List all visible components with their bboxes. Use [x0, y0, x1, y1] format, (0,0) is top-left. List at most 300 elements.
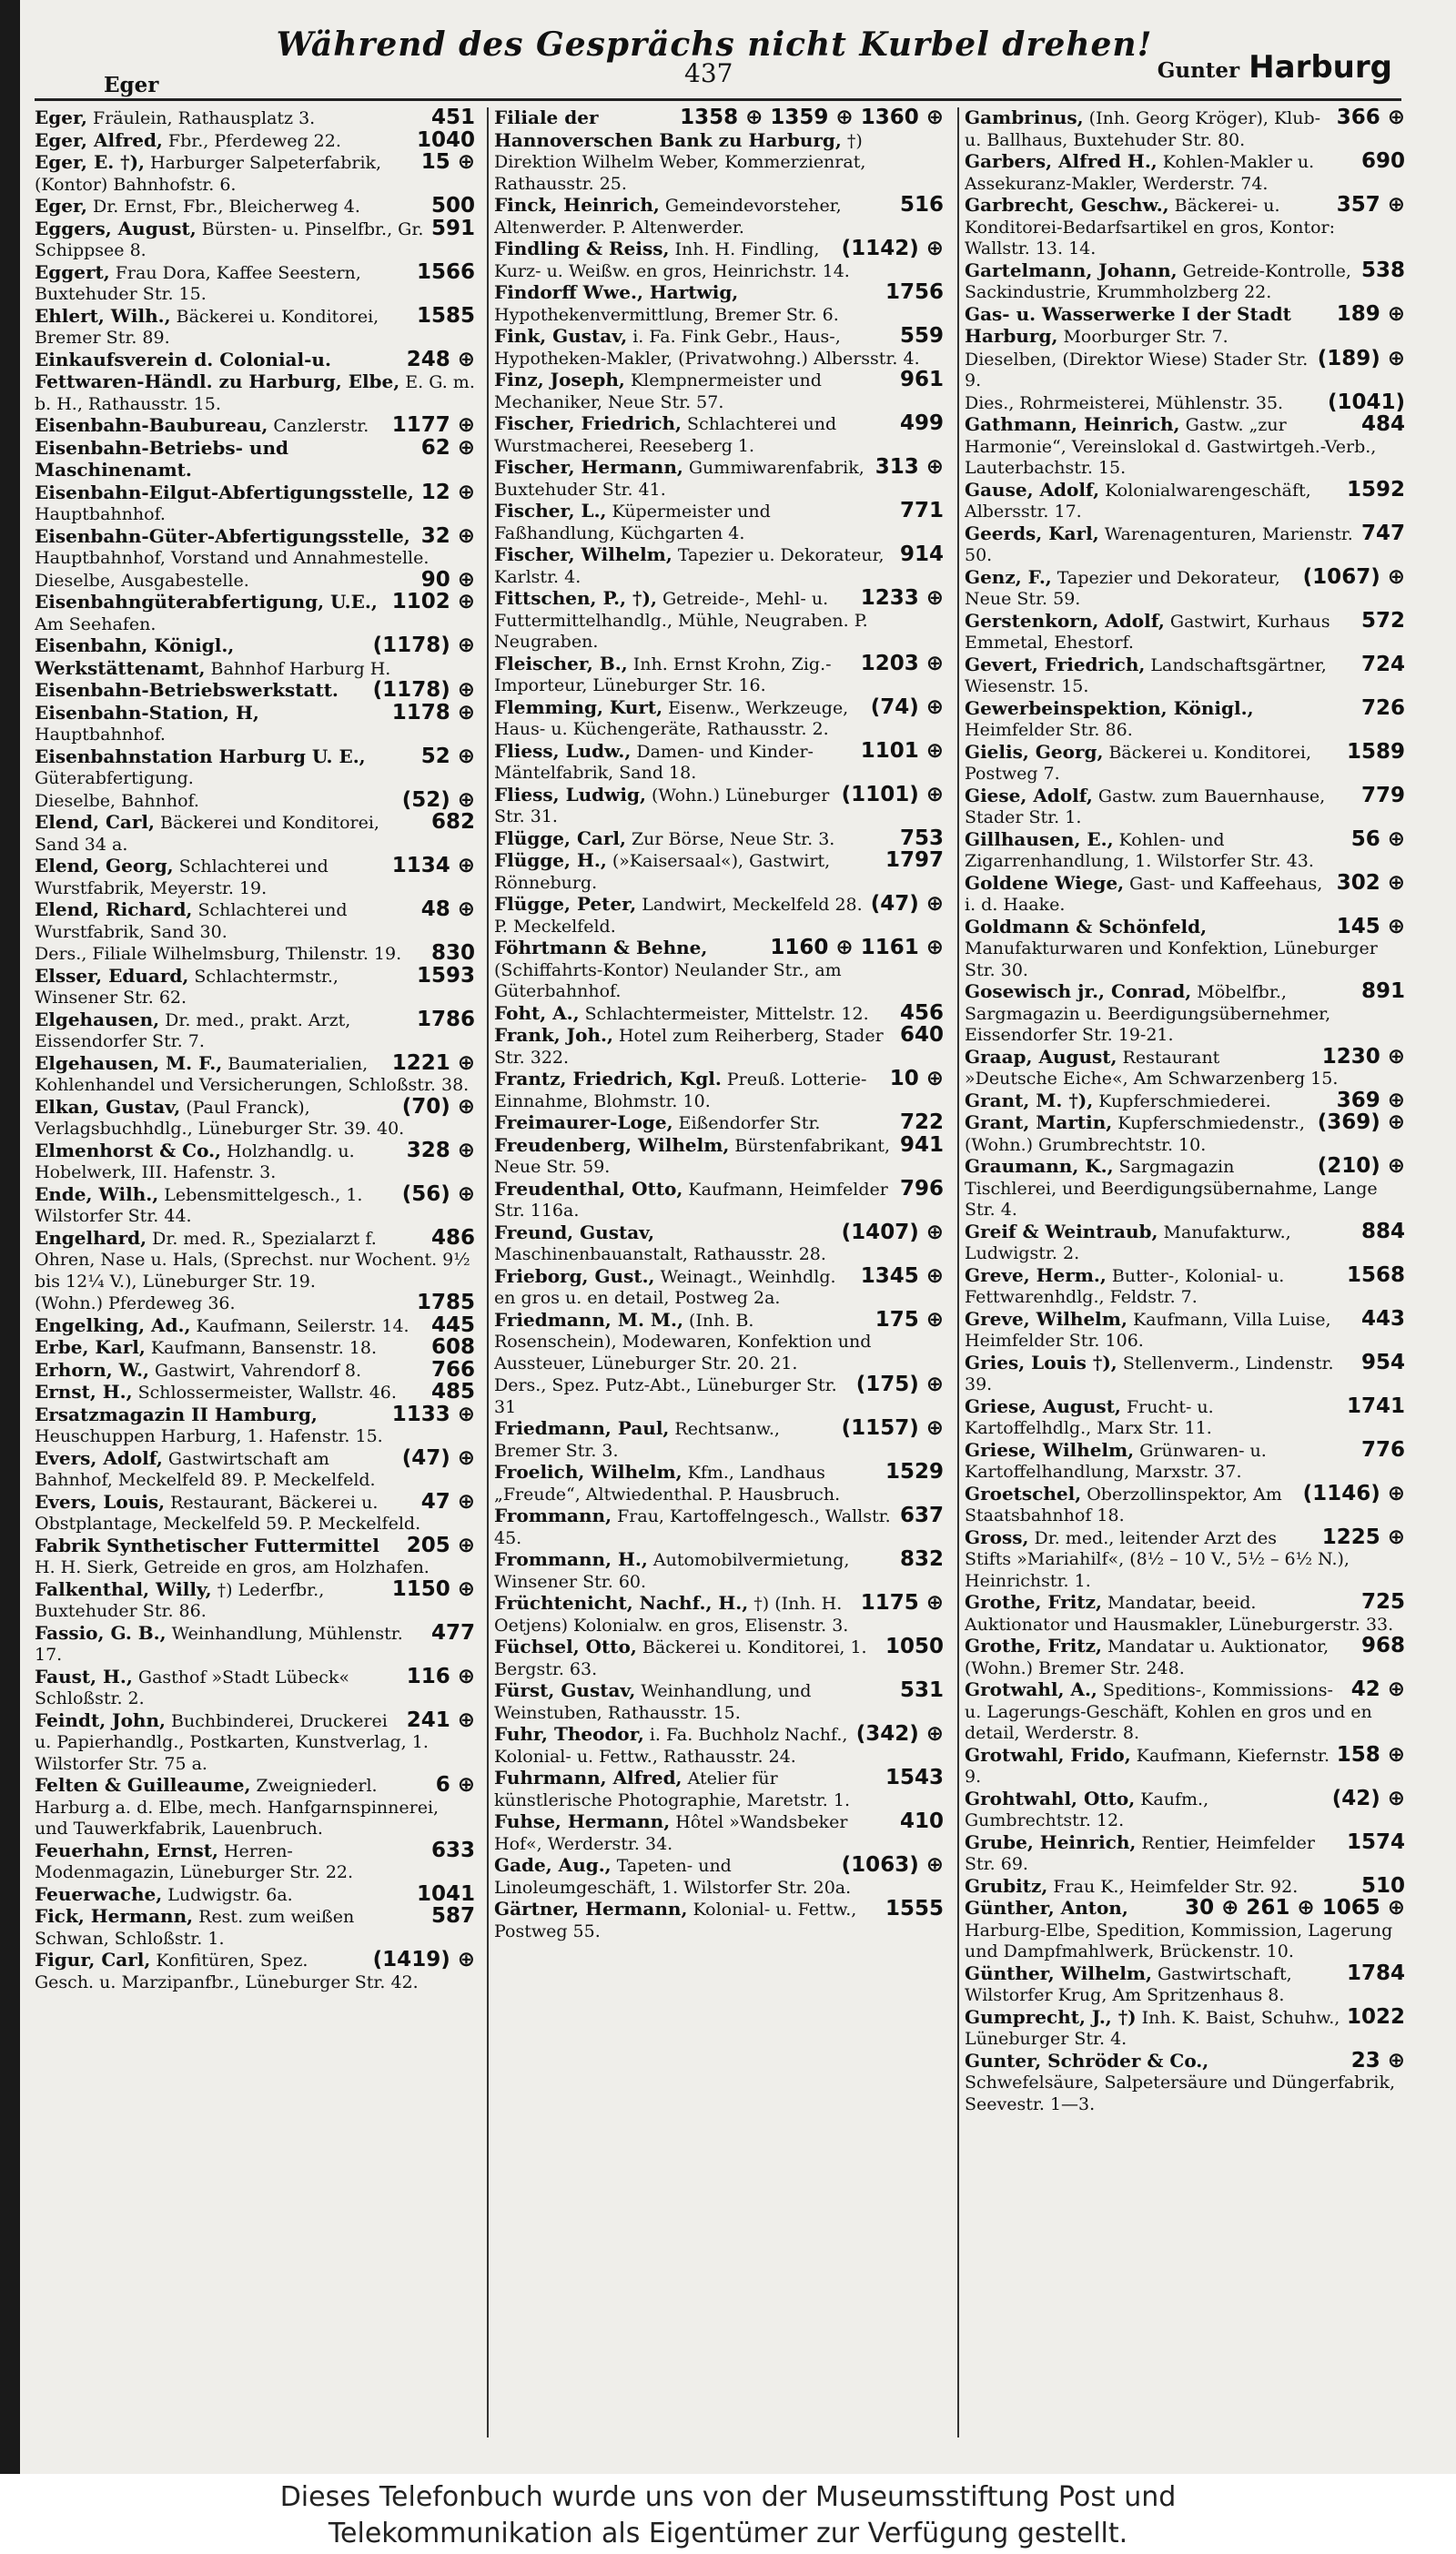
- entry-details: Kaufmann, Seilerstr. 14.: [190, 1315, 410, 1336]
- entry-name: Groetschel,: [965, 1482, 1082, 1505]
- entry-name: Frommann,: [494, 1505, 612, 1526]
- phone-number: (56) ⊕: [401, 1181, 475, 1206]
- phone-number: 486: [430, 1225, 475, 1250]
- directory-entry: [35, 1576, 480, 1623]
- entry-details: Kohlen-Makler u. Assekuranz-Makler, Werderstr. 74.: [965, 152, 1315, 194]
- entry-details: Am Seehafen.: [35, 613, 157, 634]
- phone-number: 158 ⊕: [1336, 1742, 1405, 1767]
- entry-name: Gunter, Schröder & Co.,: [965, 2049, 1209, 2072]
- entry-name: Friedmann, Paul,: [494, 1417, 670, 1439]
- directory-entry: [494, 1593, 949, 1637]
- directory-entry: [965, 107, 1410, 151]
- directory-entry: [494, 1855, 949, 1899]
- phone-number: 189 ⊕: [1336, 301, 1405, 326]
- phone-number: 56 ⊕: [1350, 826, 1405, 851]
- entry-details: Restaurant, Bäckerei u. Obstplantage, Meckelfeld 59. P. Meckelfeld.: [35, 1492, 421, 1534]
- phone-number: 1756: [885, 280, 944, 304]
- entry-details: Speditions-, Kommissions- u. Lagerungs-Geschäft, Kohlen en gros und en detail, Werderstr. 8.: [965, 1680, 1372, 1743]
- entry-details: Sargmagazin Tischlerei, und Beerdigungsübernahme, Lange Str. 4.: [965, 1157, 1378, 1220]
- directory-entry: [494, 1768, 949, 1811]
- phone-number: 1589: [1346, 739, 1405, 764]
- directory-entry: [35, 196, 480, 218]
- entry-name: Fischer, L.,: [494, 500, 607, 522]
- phone-number: (342) ⊕: [855, 1722, 944, 1746]
- entry-name: Filiale der Hannoverschen Bank zu Harburg,: [494, 107, 842, 151]
- entry-details: Ludwigstr. 6a.: [162, 1884, 293, 1905]
- directory-entry: [35, 592, 480, 635]
- phone-number: 1133 ⊕: [391, 1402, 475, 1426]
- entry-details: Klempnermeister und Mechaniker, Neue Str. 57.: [494, 370, 822, 412]
- entry-name: Gause, Adolf,: [965, 478, 1100, 501]
- directory-entry: [35, 856, 480, 899]
- directory-entry: [965, 2048, 1410, 2116]
- entry-name: Eggers, August,: [35, 217, 197, 239]
- entry-details: Dies., Rohrmeisterei, Mühlenstr. 35.: [965, 392, 1284, 413]
- entry-name: Goldmann & Schönfeld,: [965, 915, 1208, 937]
- phone-number: 6 ⊕: [435, 1773, 475, 1797]
- entry-details: Gastw. „zur Harmonie“, Vereinslokal d. Gastwirtgeh.-Verb., Lauterbachstr. 15.: [965, 415, 1377, 478]
- phone-number: 682: [430, 810, 475, 834]
- directory-entry: [35, 482, 480, 526]
- entry-name: Eisenbahn-Betriebswerkstatt.: [35, 679, 339, 701]
- phone-number: 500: [430, 194, 475, 218]
- phone-number: 779: [1360, 783, 1405, 807]
- entry-name: Elend, Richard,: [35, 898, 193, 920]
- entry-details: (Schiffahrts-Kontor) Neulander Str., am Güterbahnhof.: [494, 959, 842, 1001]
- phone-number: 591: [430, 216, 475, 240]
- phone-number: 726: [1360, 695, 1405, 720]
- directory-entry: [965, 1679, 1410, 1745]
- directory-entry: [965, 477, 1410, 523]
- directory-entry: [494, 1025, 949, 1069]
- directory-entry: [35, 1775, 480, 1840]
- phone-number: 175 ⊕: [875, 1307, 944, 1332]
- entry-name: Füchsel, Otto,: [494, 1636, 637, 1657]
- directory-entry: [965, 523, 1410, 567]
- phone-number: 369 ⊕: [1336, 1088, 1405, 1112]
- entry-details: (Inh. Georg Kröger), Klub- u. Ballhaus, Buxtehuder Str. 80.: [965, 108, 1321, 150]
- phone-number: 313 ⊕: [875, 455, 944, 479]
- entry-name: Griese, Wilhelm,: [965, 1438, 1135, 1461]
- directory-entry: [965, 1262, 1410, 1309]
- entry-details: (»Kaisersaal«), Gastwirt, Rönneburg.: [494, 851, 831, 893]
- entry-details: Kupferschmiedenstr., (Wohn.) Grumbrechtstr. 10.: [965, 1113, 1305, 1155]
- entry-name: Fischer, Hermann,: [494, 456, 683, 478]
- entry-name: Früchtenicht, Nachf., H.,: [494, 1592, 749, 1614]
- entry-details: Landwirt, Meckelfeld 28. P. Meckelfeld.: [494, 895, 863, 937]
- entry-details: Fbr., Pferdeweg 22.: [162, 130, 341, 151]
- phone-number: 1555: [885, 1897, 944, 1921]
- entry-details: Weinhandlung, Mühlenstr. 17.: [35, 1623, 403, 1665]
- directory-entry: [965, 392, 1410, 415]
- entry-name: Gielis, Georg,: [965, 740, 1104, 763]
- entry-details: Getreide-, Mehl- u. Futtermittelhandlg., Mühle, Neugraben. P. Neugraben.: [494, 589, 868, 652]
- directory-entry: [494, 282, 949, 326]
- entry-name: Fischer, Wilhelm,: [494, 543, 672, 565]
- phone-number: 62 ⊕: [420, 435, 475, 460]
- entry-name: Fassio, G. B.,: [35, 1621, 167, 1644]
- entry-name: Ende, Wilh.,: [35, 1182, 159, 1205]
- directory-entry: [494, 1899, 949, 1942]
- entry-name: Elgehausen, M. F.,: [35, 1051, 223, 1074]
- entry-details: Kolonial- u. Fettw., Postweg 55.: [494, 1900, 857, 1941]
- directory-entry: [965, 346, 1410, 392]
- directory-entry: [965, 981, 1410, 1047]
- entry-details: Gastwirt, Vahrendorf 8.: [148, 1360, 361, 1381]
- entry-details: Bäckerei und Konditorei, Sand 34 a.: [35, 813, 379, 855]
- entry-name: Ehlert, Wilh.,: [35, 304, 171, 327]
- phone-number: 1592: [1346, 477, 1405, 502]
- directory-entry: [494, 850, 949, 894]
- phone-number: (1178) ⊕: [372, 633, 475, 657]
- phone-number: 608: [430, 1335, 475, 1359]
- entry-details: Restaurant »Deutsche Eiche«, Am Schwarzenberg 15.: [965, 1047, 1339, 1089]
- phone-number: 753: [899, 826, 944, 850]
- phone-number: 47 ⊕: [420, 1489, 475, 1514]
- entry-name: Elkan, Gustav,: [35, 1095, 181, 1118]
- entry-name: Grotwahl, A.,: [965, 1678, 1097, 1700]
- directory-entry: [494, 1069, 949, 1112]
- directory-entry: [965, 695, 1410, 742]
- phone-number: 724: [1360, 652, 1405, 676]
- entry-name: Gerstenkorn, Adolf,: [965, 609, 1165, 632]
- footer-line-2: Telekommunikation als Eigentümer zur Verfügung gestellt.: [328, 2518, 1128, 2549]
- entry-name: Graap, August,: [965, 1045, 1117, 1068]
- directory-entry: [965, 1636, 1410, 1679]
- entry-name: Fuhr, Theodor,: [494, 1723, 644, 1745]
- phone-number: 1529: [885, 1460, 944, 1484]
- entry-details: Moorburger Str. 7.: [1057, 327, 1228, 347]
- phone-number: 891: [1360, 979, 1405, 1003]
- directory-entry: [494, 501, 949, 544]
- entry-details: Inh. H. Findling, Kurz- u. Weißw. en gros, Heinrichstr. 14.: [494, 239, 850, 281]
- entry-name: Eisenbahn-Baubureau,: [35, 414, 268, 436]
- entry-name: Grube, Heinrich,: [965, 1830, 1137, 1853]
- phone-number: 722: [899, 1110, 944, 1134]
- phone-number: (1157) ⊕: [841, 1416, 944, 1440]
- phone-number: 328 ⊕: [406, 1138, 475, 1162]
- entry-name: Fliess, Ludw.,: [494, 739, 632, 762]
- entry-name: Grant, Martin,: [965, 1111, 1113, 1133]
- phone-number: 1566: [416, 259, 475, 284]
- directory-entry: [965, 1112, 1410, 1156]
- entry-name: Grohtwahl, Otto,: [965, 1787, 1136, 1809]
- phone-number: 1543: [885, 1766, 944, 1789]
- entry-details: (Wohn.) Lüneburger Str. 31.: [494, 785, 830, 826]
- entry-details: E. G. m. b. H., Rathausstr. 15.: [35, 372, 475, 414]
- directory-entry: [35, 1620, 480, 1667]
- phone-number: 32 ⊕: [420, 523, 475, 548]
- entry-details: Landschaftsgärtner, Wiesenstr. 15.: [965, 654, 1327, 696]
- entry-details: Ders., Spez. Putz-Abt., Lüneburger Str. 31: [494, 1375, 837, 1417]
- directory-entry: [35, 218, 480, 262]
- directory-entry: [965, 870, 1410, 917]
- entry-details: Butter-, Kolonial- u. Fettwarenhdlg., Feldstr. 7.: [965, 1265, 1285, 1307]
- book-spine: [0, 0, 20, 2474]
- entry-details: Bürsten- u. Pinselfbr., Gr. Schippsee 8.: [35, 218, 424, 260]
- phone-number: 690: [1360, 149, 1405, 173]
- phone-number: 637: [899, 1504, 944, 1527]
- directory-entry: [494, 107, 949, 195]
- phone-number: 1150 ⊕: [391, 1576, 475, 1601]
- phone-number: 12 ⊕: [420, 480, 475, 504]
- entry-name: Grotwahl, Frido,: [965, 1743, 1131, 1766]
- entry-details: Weinhandlung, und Weinstuben, Rathausstr. 15.: [494, 1681, 812, 1723]
- entry-name: Gosewisch jr., Conrad,: [965, 980, 1192, 1002]
- entry-details: Hotel zum Reiherberg, Stader Str. 322.: [494, 1026, 884, 1068]
- entry-details: Kfm., Landhaus „Freude“, Altwiedenthal. P. Hausbruch.: [494, 1463, 841, 1505]
- entry-name: Flügge, Carl,: [494, 826, 626, 849]
- entry-details: Dieselbe, Ausgabestelle.: [35, 570, 249, 591]
- entry-details: Fräulein, Rathausplatz 3.: [87, 108, 316, 128]
- phone-number: 15 ⊕: [420, 150, 475, 174]
- directory-entry: [35, 680, 480, 703]
- phone-number: (52) ⊕: [401, 787, 475, 812]
- entry-details: Heimfelder Str. 86.: [965, 720, 1133, 740]
- entry-name: Figur, Carl,: [35, 1949, 151, 1971]
- phone-number: 1041: [416, 1881, 475, 1906]
- entry-name: Einkaufsverein d. Colonial-u. Fettwaren-Händl. zu Harburg, Elbe,: [35, 348, 400, 392]
- entry-name: Foht, A.,: [494, 1001, 580, 1024]
- page-header: [36, 13, 1392, 104]
- entry-name: Eisenbahn-Station, H,: [35, 701, 259, 724]
- phone-number: (1142) ⊕: [841, 237, 944, 260]
- phone-number: 747: [1360, 521, 1405, 545]
- header-rule: [35, 98, 1401, 101]
- phone-number: 1593: [416, 963, 475, 988]
- phone-number: 961: [899, 368, 944, 391]
- entry-details: Inh. Ernst Krohn, Zig.-Importeur, Lüneburger Str. 16.: [494, 654, 832, 695]
- header-last-entry: [1158, 49, 1392, 86]
- entry-name: Feuerwache,: [35, 1882, 163, 1905]
- directory-entry: [35, 1710, 480, 1776]
- directory-entry: [965, 1221, 1410, 1265]
- entry-name: Gärtner, Hermann,: [494, 1898, 688, 1920]
- entry-name: Gevert, Friedrich,: [965, 653, 1146, 675]
- entry-details: †) Lederfbr., Buxtehuder Str. 86.: [35, 1579, 325, 1621]
- entry-name: Fabrik Synthetischer Futtermittel: [35, 1534, 379, 1556]
- entry-details: Kaufmann, Kiefernstr. 9.: [965, 1745, 1330, 1787]
- phone-number: 445: [430, 1312, 475, 1337]
- entry-name: Erbe, Karl,: [35, 1336, 146, 1358]
- entry-details: Atelier für künstlerische Photographie, Maretstr. 1.: [494, 1769, 851, 1810]
- entry-details: †) (Inh. H. Oetjens) Kolonialw. en gros, Elisenstr. 3.: [494, 1594, 849, 1636]
- entry-details: Gasthof »Stadt Lübeck« Schloßstr. 2.: [35, 1667, 350, 1708]
- directory-entry: [35, 1535, 480, 1579]
- directory-column-1: [35, 107, 480, 2447]
- entry-details: Kaufmann, Heimfelder Str. 116a.: [494, 1179, 888, 1221]
- directory-entry: [965, 826, 1410, 873]
- phone-number: 451: [430, 107, 475, 129]
- entry-name: Fuhse, Hermann,: [494, 1810, 671, 1832]
- phone-number: 1797: [885, 848, 944, 872]
- directory-entry: [494, 937, 949, 1003]
- directory-entry: [494, 457, 949, 501]
- entry-name: Eisenbahnstation Harburg U. E.,: [35, 745, 366, 767]
- phone-number: (1407) ⊕: [841, 1220, 944, 1244]
- entry-details: Schlachterei und Wurstfabrik, Meyerstr. 19.: [35, 856, 329, 898]
- entry-details: Hôtel »Wandsbeker Hof«, Werderstr. 34.: [494, 1812, 848, 1854]
- phone-number: 1233 ⊕: [860, 586, 944, 610]
- phone-number: 1177 ⊕: [391, 413, 475, 437]
- directory-entry: [965, 414, 1410, 480]
- footer-line-1: Dieses Telefonbuch wurde uns von der Museumsstiftung Post und: [279, 2481, 1177, 2513]
- phone-number: 1568: [1346, 1262, 1405, 1287]
- entry-details: Dr. med., prakt. Arzt, Eissendorfer Str. 7.: [35, 1009, 351, 1051]
- directory-entry: [965, 1742, 1410, 1789]
- directory-entry: [35, 700, 480, 746]
- directory-column-2: [494, 107, 949, 2447]
- phone-number: 1134 ⊕: [391, 854, 475, 877]
- entry-name: Finck, Heinrich,: [494, 194, 660, 216]
- directory-entry: [35, 435, 480, 482]
- directory-entry: [965, 914, 1410, 982]
- entry-name: Engelhard,: [35, 1226, 147, 1249]
- phone-number: 443: [1360, 1306, 1405, 1331]
- directory-entry: [35, 1404, 480, 1448]
- phone-number: 1102 ⊕: [391, 590, 475, 613]
- entry-details: Kohlen- und Zigarrenhandlung, 1. Wilstorfer Str. 43.: [965, 829, 1314, 871]
- entry-details: Kolonialwarengeschäft, Albersstr. 17.: [965, 480, 1311, 522]
- entry-details: Hauptbahnhof.: [35, 504, 166, 524]
- entry-details: Tapeten- und Linoleumgeschäft, 1. Wilstorfer Str. 20a.: [494, 1856, 852, 1898]
- phone-number: 572: [1360, 608, 1405, 633]
- entry-name: Geerds, Karl,: [965, 522, 1099, 544]
- entry-details: Zur Börse, Neue Str. 3.: [625, 828, 835, 849]
- entry-details: Zweigniederl. Harburg a. d. Elbe, mech. Hanfgarnspinnerei, und Tauwerkfabrik, Lauenbruch.: [35, 1776, 440, 1839]
- directory-entry: [965, 739, 1410, 785]
- directory-entry: [35, 899, 480, 943]
- entry-details: Schlossermeister, Wallstr. 46.: [132, 1383, 397, 1403]
- entry-details: Herren-Modenmagazin, Lüneburger Str. 22.: [35, 1840, 354, 1882]
- entry-name: Gartelmann, Johann,: [965, 258, 1178, 281]
- entry-details: Manufakturwaren und Konfektion, Lüneburger Str. 30.: [965, 938, 1378, 980]
- phone-number: 510: [1360, 1873, 1405, 1898]
- entry-details: Gummiwarenfabrik, Buxtehuder Str. 41.: [494, 458, 864, 500]
- directory-entry: [35, 1312, 480, 1338]
- entry-details: Gast- und Kaffeehaus, i. d. Haake.: [965, 873, 1323, 915]
- entry-details: (Wohn.) Pferdeweg 36.: [35, 1293, 236, 1313]
- entry-name: Frantz, Friedrich, Kgl.: [494, 1068, 722, 1090]
- phone-number: 1101 ⊕: [860, 738, 944, 763]
- phone-number: 357 ⊕: [1336, 193, 1405, 217]
- phone-number: 1225 ⊕: [1321, 1525, 1405, 1549]
- entry-name: Flemming, Kurt,: [494, 695, 663, 718]
- phone-number: 1785: [416, 1291, 475, 1314]
- entry-name: Gillhausen, E.,: [965, 827, 1114, 850]
- entry-name: Graumann, K.,: [965, 1155, 1114, 1177]
- phone-number: 1040: [416, 127, 475, 152]
- entry-name: Fittschen, P., †),: [494, 587, 657, 609]
- directory-entry: [965, 1527, 1410, 1593]
- entry-name: Fleischer, B.,: [494, 652, 628, 674]
- phone-number: (1041): [1327, 390, 1405, 414]
- phone-number: (1101) ⊕: [841, 782, 944, 806]
- directory-entry: [35, 127, 480, 153]
- entry-name: Felten & Guilleaume,: [35, 1774, 251, 1796]
- phone-number: 10 ⊕: [889, 1067, 944, 1090]
- directory-entry: [494, 1637, 949, 1680]
- phone-number: 1345 ⊕: [860, 1263, 944, 1288]
- directory-entry: [494, 1811, 949, 1855]
- entry-details: Stellenverm., Lindenstr. 39.: [965, 1353, 1334, 1394]
- entry-name: Günther, Anton,: [965, 1897, 1128, 1919]
- entry-name: Greve, Wilhelm,: [965, 1307, 1127, 1330]
- entry-details: Damen- und Kinder-Mäntelfabrik, Sand 18.: [494, 741, 814, 783]
- phone-number: 538: [1360, 258, 1405, 282]
- directory-entry: [35, 347, 480, 416]
- phone-number: (1178) ⊕: [372, 678, 475, 702]
- directory-entry: [35, 1009, 480, 1053]
- entry-name: Eger, E. †),: [35, 151, 146, 173]
- phone-number: 1786: [416, 1007, 475, 1031]
- directory-entry: [965, 301, 1410, 349]
- directory-entry: [965, 1829, 1410, 1876]
- phone-number: 145 ⊕: [1336, 914, 1405, 938]
- phone-number: 1175 ⊕: [860, 1591, 944, 1615]
- phone-number: (47) ⊕: [870, 892, 944, 916]
- entry-details: Schlachterei und Wurstmacherei, Reeseberg 1.: [494, 414, 837, 456]
- directory-entry: [965, 1396, 1410, 1440]
- entry-name: Goldene Wiege,: [965, 871, 1125, 894]
- entry-details: Dieselben, (Direktor Wiese) Stader Str. 9.: [965, 349, 1309, 390]
- phone-number: 1741: [1346, 1394, 1405, 1418]
- phone-number: 776: [1360, 1437, 1405, 1462]
- directory-entry: [494, 694, 949, 741]
- entry-details: Gastw. zum Bauernhause, Stader Str. 1.: [965, 785, 1326, 827]
- page-footer: [0, 2474, 1456, 2554]
- directory-entry: [494, 1000, 949, 1026]
- entry-details: Preuß. Lotterie-Einnahme, Blohmstr. 10.: [494, 1069, 867, 1111]
- directory-entry: [965, 1044, 1410, 1090]
- directory-entry: [494, 1307, 949, 1375]
- directory-entry: [494, 1263, 949, 1310]
- phone-number: (74) ⊕: [870, 694, 944, 719]
- directory-entry: [494, 544, 949, 588]
- entry-name: Grothe, Fritz,: [965, 1635, 1102, 1657]
- entry-name: Elgehausen,: [35, 1008, 160, 1030]
- phone-number: 914: [899, 542, 944, 566]
- entry-details: Bäckerei u. Konditorei, Bremer Str. 89.: [35, 306, 379, 348]
- entry-name: Flügge, H.,: [494, 849, 607, 871]
- entry-name: Gross,: [965, 1525, 1029, 1548]
- entry-details: Rechtsanw., Bremer Str. 3.: [494, 1419, 780, 1461]
- directory-entry: [965, 1786, 1410, 1832]
- directory-entry: [35, 567, 480, 593]
- phone-number: 559: [899, 324, 944, 348]
- directory-entry: [494, 1176, 949, 1222]
- phone-number: (369) ⊕: [1317, 1110, 1405, 1134]
- directory-entry: [35, 1337, 480, 1360]
- phone-number: 725: [1360, 1590, 1405, 1614]
- phone-number: 499: [899, 411, 944, 435]
- phone-number: 830: [430, 941, 475, 965]
- phone-number: 485: [430, 1380, 475, 1404]
- entry-name: Eisenbahn, Königl., Werkstättenamt,: [35, 634, 235, 679]
- entry-name: Engelking, Ad.,: [35, 1313, 191, 1336]
- entry-name: Falkenthal, Willy,: [35, 1577, 212, 1600]
- entry-details: Kaufmann, Villa Luise, Heimfelder Str. 106.: [965, 1309, 1331, 1351]
- directory-entry: [965, 260, 1410, 304]
- entry-name: Grubitz,: [965, 1874, 1048, 1897]
- entry-details: Ders., Filiale Wilhelmsburg, Thilenstr. 19.: [35, 944, 402, 964]
- entry-name: Genz, F.,: [965, 565, 1052, 588]
- phone-number: (1067) ⊕: [1302, 564, 1405, 589]
- phone-number: 954: [1360, 1350, 1405, 1374]
- directory-entry: [35, 787, 480, 813]
- entry-name: Greve, Herm.,: [965, 1263, 1107, 1286]
- entry-name: Froelich, Wilhelm,: [494, 1461, 682, 1483]
